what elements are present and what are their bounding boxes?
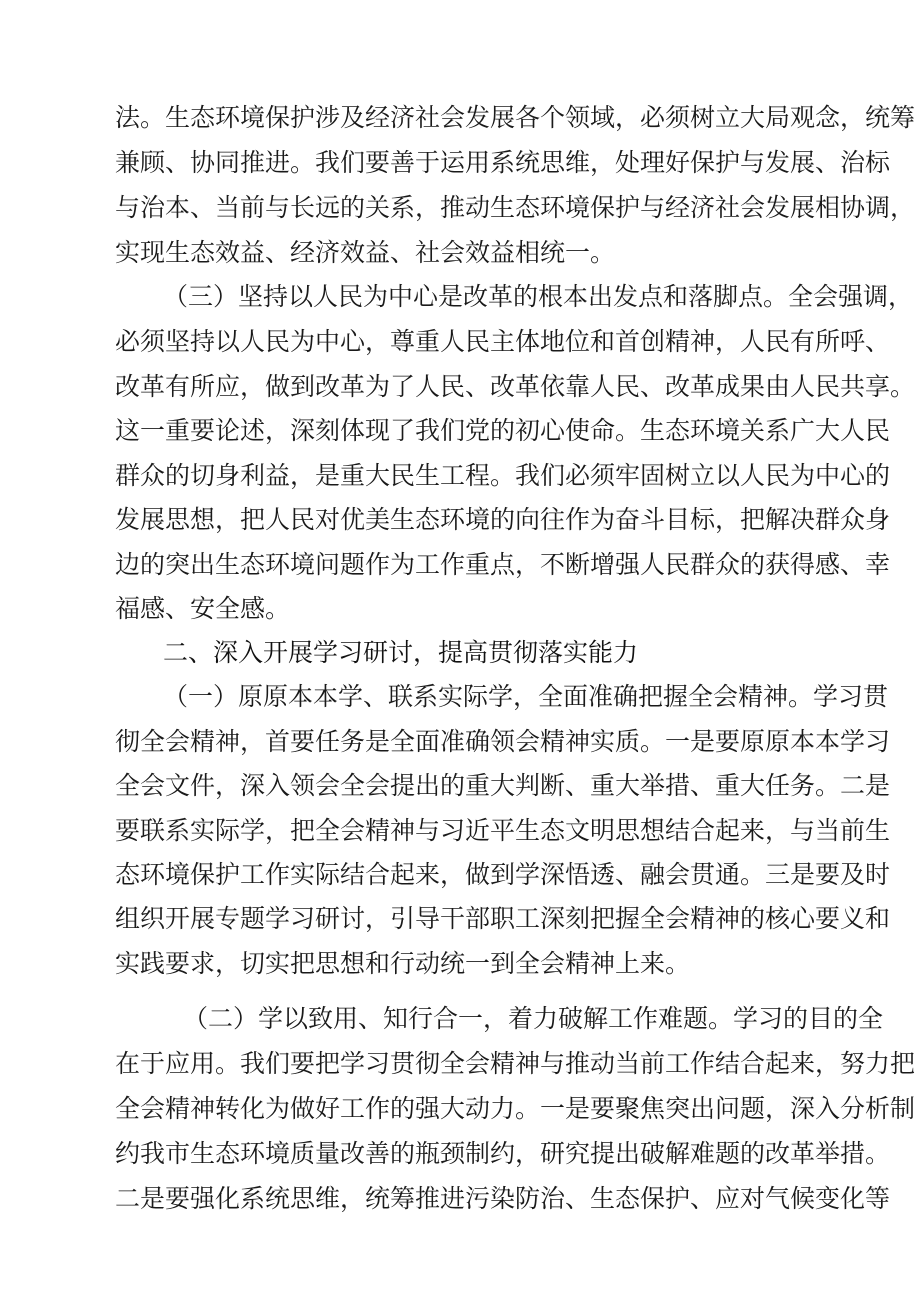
- paragraph-line: 兼顾、协同推进。我们要善于运用系统思维，处理好保护与发展、治标: [115, 148, 891, 177]
- paragraph-first-line: （一）原原本本学、联系实际学，全面准确把握全会精神。学习贯: [163, 682, 889, 711]
- paragraph-line: 必须坚持以人民为中心，尊重人民主体地位和首创精神，人民有所呼、: [115, 327, 891, 356]
- paragraph-line: 在于应用。我们要把学习贯彻全会精神与推动当前工作结合起来，努力把: [115, 1049, 916, 1078]
- paragraph-line: 与治本、当前与长远的关系，推动生态环境保护与经济社会发展相协调，: [115, 193, 916, 222]
- paragraph-first-line: （三）坚持以人民为中心是改革的根本出发点和落脚点。全会强调，: [163, 282, 914, 311]
- paragraph-line: 实践要求，切实把思想和行动统一到全会精神上来。: [115, 949, 691, 978]
- paragraph-line: 福感、安全感。: [115, 594, 291, 623]
- paragraph-line: 改革有所应，做到改革为了人民、改革依靠人民、改革成果由人民共享。: [115, 372, 916, 401]
- paragraph-line: 组织开展专题学习研讨，引导干部职工深刻把握全会精神的核心要义和: [115, 904, 891, 933]
- paragraph-line: 法。生态环境保护涉及经济社会发展各个领域，必须树立大局观念，统筹: [115, 103, 916, 132]
- paragraph-line: 全会精神转化为做好工作的强大动力。一是要聚焦突出问题，深入分析制: [115, 1094, 916, 1123]
- paragraph-first-line: （二）学以致用、知行合一，着力破解工作难题。学习的目的全: [183, 1004, 884, 1033]
- paragraph-line: 要联系实际学，把全会精神与习近平生态文明思想结合起来，与当前生: [115, 816, 891, 845]
- paragraph-line: 约我市生态环境质量改善的瓶颈制约，研究提出破解难题的改革举措。: [115, 1139, 891, 1168]
- paragraph-line: 边的突出生态环境问题作为工作重点，不断增强人民群众的获得感、幸: [115, 550, 891, 579]
- section-heading: 二、深入开展学习研讨，提高贯彻落实能力: [163, 638, 639, 667]
- paragraph-line: 态环境保护工作实际结合起来，做到学深悟透、融会贯通。三是要及时: [115, 860, 891, 889]
- paragraph-line: 实现生态效益、经济效益、社会效益相统一。: [115, 238, 616, 267]
- paragraph-line: 彻全会精神，首要任务是全面准确领会精神实质。一是要原原本本学习: [115, 727, 891, 756]
- paragraph-line: 发展思想，把人民对优美生态环境的向往作为奋斗目标，把解决群众身: [115, 505, 891, 534]
- paragraph-line: 全会文件，深入领会全会提出的重大判断、重大举措、重大任务。二是: [115, 771, 891, 800]
- paragraph-line: 二是要强化系统思维，统筹推进污染防治、生态保护、应对气候变化等: [115, 1184, 891, 1213]
- paragraph-line: 群众的切身利益，是重大民生工程。我们必须牢固树立以人民为中心的: [115, 461, 891, 490]
- paragraph-line: 这一重要论述，深刻体现了我们党的初心使命。生态环境关系广大人民: [115, 416, 891, 445]
